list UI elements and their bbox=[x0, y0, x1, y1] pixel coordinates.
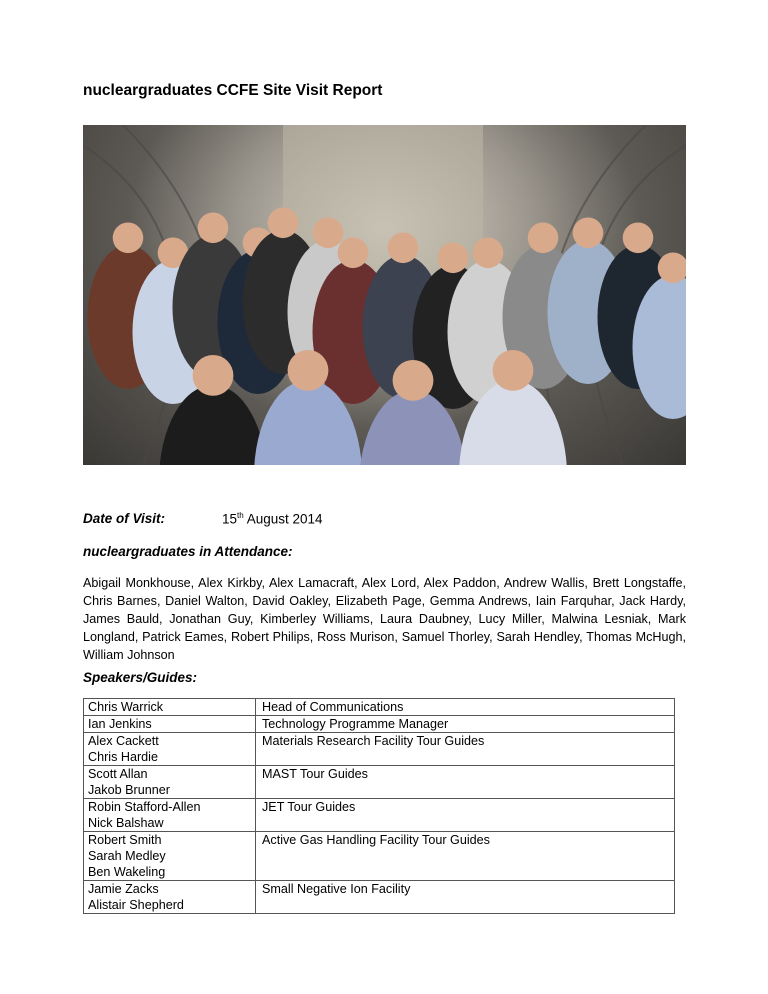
person-head bbox=[338, 238, 369, 269]
person-head bbox=[623, 223, 654, 254]
speaker-name: Nick Balshaw bbox=[88, 816, 164, 830]
speakers-heading: Speakers/Guides: bbox=[83, 670, 198, 685]
speaker-name: Jamie Zacks bbox=[88, 882, 159, 896]
table-row bbox=[84, 699, 675, 716]
speaker-role: Active Gas Handling Facility Tour Guides bbox=[256, 832, 675, 881]
speaker-name: Sarah Medley bbox=[88, 849, 166, 863]
speaker-name: Ben Wakeling bbox=[88, 865, 166, 879]
speaker-name: Ian Jenkins bbox=[88, 717, 152, 731]
speaker-name: Chris Hardie bbox=[88, 750, 158, 764]
person-head bbox=[438, 243, 469, 274]
date-day: 15 bbox=[222, 511, 238, 527]
person-head bbox=[388, 233, 419, 264]
speaker-role: Materials Research Facility Tour Guides bbox=[256, 733, 675, 766]
table-row bbox=[84, 766, 675, 799]
speaker-name: Robert Smith bbox=[88, 833, 162, 847]
speaker-name: Chris Warrick bbox=[88, 700, 164, 714]
speaker-name: Jakob Brunner bbox=[88, 783, 170, 797]
speaker-role: JET Tour Guides bbox=[256, 799, 675, 832]
speaker-names bbox=[84, 881, 256, 914]
person-head bbox=[573, 218, 604, 249]
person-head bbox=[313, 218, 344, 249]
person-head bbox=[113, 223, 144, 254]
date-label: Date of Visit: bbox=[83, 511, 166, 526]
group-photo bbox=[83, 125, 686, 465]
speaker-name: Robin Stafford-Allen bbox=[88, 800, 201, 814]
person-head bbox=[528, 223, 559, 254]
speaker-names bbox=[84, 832, 256, 881]
table-row bbox=[84, 832, 675, 881]
person-head bbox=[393, 360, 434, 401]
speaker-names bbox=[84, 733, 256, 766]
speaker-name: Alex Cackett bbox=[88, 734, 159, 748]
table-row bbox=[84, 716, 675, 733]
table-row bbox=[84, 733, 675, 766]
speaker-role: Small Negative Ion Facility bbox=[256, 881, 675, 914]
person-head bbox=[288, 350, 329, 391]
speaker-names bbox=[84, 799, 256, 832]
speaker-names bbox=[84, 766, 256, 799]
person-head bbox=[198, 213, 229, 244]
attendance-heading: nucleargraduates in Attendance: bbox=[83, 544, 293, 559]
date-value bbox=[222, 511, 323, 527]
date-rest: August 2014 bbox=[243, 511, 323, 527]
speaker-role: MAST Tour Guides bbox=[256, 766, 675, 799]
person-head bbox=[493, 350, 534, 391]
person-head bbox=[193, 355, 234, 396]
date-suffix: th bbox=[237, 511, 244, 520]
speaker-name: Scott Allan bbox=[88, 767, 148, 781]
speaker-names bbox=[84, 716, 256, 733]
person-head bbox=[473, 238, 504, 269]
page-title: nucleargraduates CCFE Site Visit Report bbox=[83, 82, 383, 99]
table-row bbox=[84, 881, 675, 914]
speaker-role: Head of Communications bbox=[256, 699, 675, 716]
table-row bbox=[84, 799, 675, 832]
speaker-role: Technology Programme Manager bbox=[256, 716, 675, 733]
speaker-name: Alistair Shepherd bbox=[88, 898, 184, 912]
speaker-names bbox=[84, 699, 256, 716]
person-head bbox=[268, 208, 299, 239]
attendance-list: Abigail Monkhouse, Alex Kirkby, Alex Lamacraft, Alex Lord, Alex Paddon, Andrew Wallis, Brett Longstaffe, Chris Barnes, Daniel Walton, David Oakley, Elizabeth Page, Gemma Andrews, Iain Farquhar, Jack Hardy, James Bauld, Jonathan Guy, Kimberley Williams, Laura Daubney, Lucy Miller, Malwina Lesniak, Mark Longland, Patrick Eames, Robert Philips, Ross Murison, Samuel Thorley, Sarah Hendley, Thomas McHugh, William Johnson bbox=[83, 576, 686, 662]
speakers-table bbox=[83, 698, 675, 914]
